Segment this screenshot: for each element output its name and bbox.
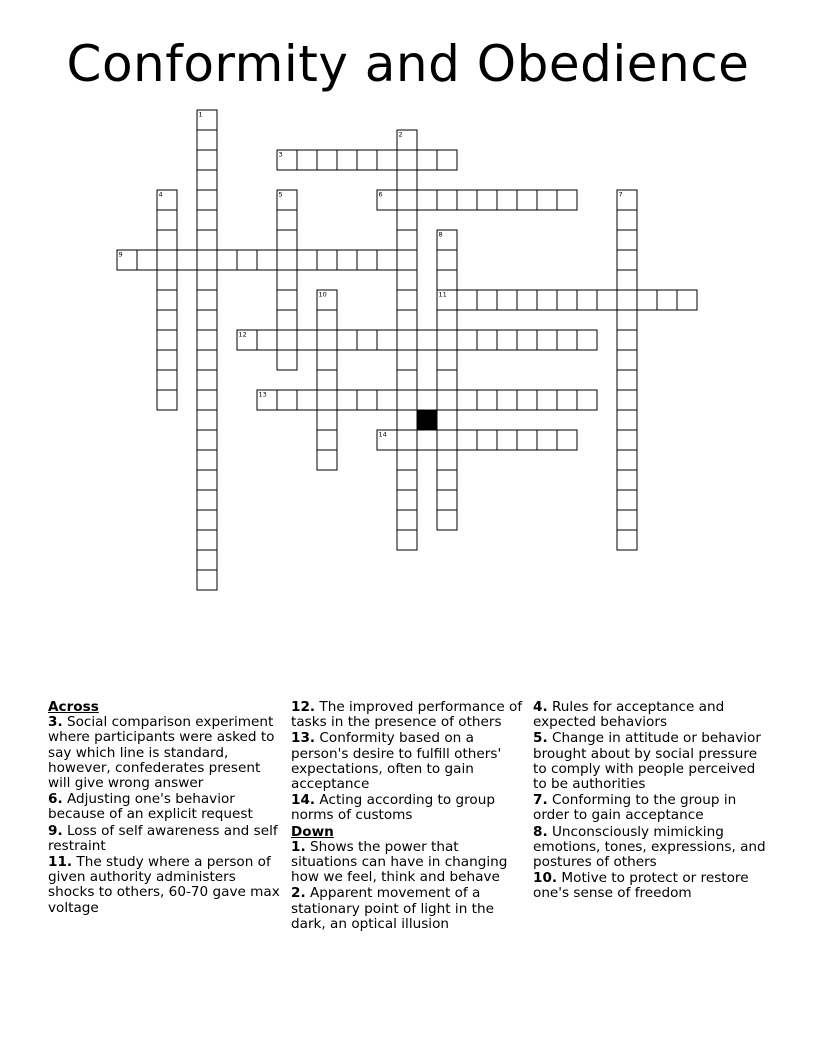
clue-text: Rules for acceptance and expected behaviors xyxy=(533,699,725,731)
grid-cell[interactable] xyxy=(197,390,217,410)
clue-number: 10. xyxy=(533,870,558,887)
grid-cell[interactable] xyxy=(557,290,577,310)
clue-text: Social comparison experiment where participants were asked to say which line is standard, however, confederates present will give wrong answer xyxy=(48,714,275,792)
grid-cell[interactable] xyxy=(317,250,337,270)
cell-number: 5 xyxy=(278,190,283,199)
grid-cell[interactable] xyxy=(537,430,557,450)
clue-number: 11. xyxy=(48,854,73,871)
grid-cell[interactable] xyxy=(197,330,217,350)
grid-cell[interactable] xyxy=(537,330,557,350)
grid-cell[interactable] xyxy=(417,390,437,410)
clue-number: 1. xyxy=(291,838,306,855)
grid-cell[interactable] xyxy=(417,190,437,210)
grid-cell[interactable] xyxy=(197,170,217,190)
grid-cell[interactable] xyxy=(477,290,497,310)
grid-cell[interactable] xyxy=(617,530,637,550)
grid-cell[interactable] xyxy=(617,290,637,310)
grid-cell[interactable] xyxy=(197,430,217,450)
grid-cell[interactable] xyxy=(397,370,417,390)
grid-cell[interactable] xyxy=(557,330,577,350)
black-square xyxy=(417,410,437,430)
grid-cell[interactable] xyxy=(397,290,417,310)
grid-cell[interactable] xyxy=(437,230,457,250)
grid-cell[interactable] xyxy=(397,450,417,470)
grid-cell[interactable] xyxy=(397,530,417,550)
grid-cell[interactable] xyxy=(397,270,417,290)
clue-text: Apparent movement of a stationary point of light in the dark, an optical illusion xyxy=(291,885,494,932)
clue-down-5 xyxy=(533,731,769,792)
clue-across-9 xyxy=(48,824,284,854)
grid-cell[interactable] xyxy=(277,270,297,290)
grid-cell[interactable] xyxy=(397,510,417,530)
grid-cell[interactable] xyxy=(377,330,397,350)
grid-cell[interactable] xyxy=(577,290,597,310)
grid-cell[interactable] xyxy=(157,210,177,230)
grid-cell[interactable] xyxy=(197,530,217,550)
clue-text: Motive to protect or restore one's sense of freedom xyxy=(533,870,749,902)
clue-text: Change in attitude or behavior brought about by social pressure to comply with people perceived to be authorities xyxy=(533,730,761,793)
grid-cell[interactable] xyxy=(617,270,637,290)
clue-text: Conforming to the group in order to gain acceptance xyxy=(533,792,737,824)
grid-cell[interactable] xyxy=(377,150,397,170)
grid-cell[interactable] xyxy=(337,330,357,350)
clue-text: Shows the power that situations can have in changing how we feel, think and behave xyxy=(291,838,508,886)
grid-cell[interactable] xyxy=(317,410,337,430)
grid-cell[interactable] xyxy=(157,350,177,370)
grid-cell[interactable] xyxy=(357,390,377,410)
grid-cell[interactable] xyxy=(317,150,337,170)
grid-cell[interactable] xyxy=(457,190,477,210)
grid-cell[interactable] xyxy=(617,410,637,430)
grid-cell[interactable] xyxy=(437,450,457,470)
grid-cell[interactable] xyxy=(277,210,297,230)
grid-cell[interactable] xyxy=(597,290,617,310)
grid-cell[interactable] xyxy=(397,170,417,190)
cell-number: 14 xyxy=(378,430,387,439)
grid-cell[interactable] xyxy=(437,470,457,490)
grid-cell[interactable] xyxy=(197,210,217,230)
grid-cell[interactable] xyxy=(237,250,257,270)
clue-number: 13. xyxy=(291,730,316,747)
grid-cell[interactable] xyxy=(477,330,497,350)
grid-cell[interactable] xyxy=(677,290,697,310)
grid-cell[interactable] xyxy=(457,290,477,310)
clue-text: Adjusting one's behavior because of an explicit request xyxy=(48,791,253,823)
grid-cell[interactable] xyxy=(637,290,657,310)
grid-cell[interactable] xyxy=(437,250,457,270)
grid-cell[interactable] xyxy=(317,290,337,310)
clue-column-3 xyxy=(533,700,769,903)
cell-number: 6 xyxy=(378,190,383,199)
clue-across-13 xyxy=(291,731,527,792)
grid-cell[interactable] xyxy=(537,290,557,310)
clue-down-1 xyxy=(291,840,527,886)
clue-text: Acting according to group norms of customs xyxy=(291,792,495,824)
grid-cell[interactable] xyxy=(377,190,397,210)
clue-across-3 xyxy=(48,715,284,791)
cell-number: 8 xyxy=(438,230,443,239)
grid-cell[interactable] xyxy=(277,290,297,310)
grid-cell[interactable] xyxy=(157,190,177,210)
grid-cell[interactable] xyxy=(277,350,297,370)
grid-cell[interactable] xyxy=(317,450,337,470)
clue-text: The study where a person of given authority administers shocks to others, 60-70 gave max voltage xyxy=(48,854,280,916)
grid-cell[interactable] xyxy=(437,370,457,390)
grid-cell[interactable] xyxy=(617,210,637,230)
cell-number: 1 xyxy=(198,110,203,119)
clue-text: The improved performance of tasks in the presence of others xyxy=(291,699,523,731)
clue-number: 6. xyxy=(48,791,63,808)
grid-cell[interactable] xyxy=(397,250,417,270)
clue-text: Conformity based on a person's desire to fulfill others' expectations, often to gain acceptance xyxy=(291,730,502,793)
grid-cell[interactable] xyxy=(277,230,297,250)
grid-cell[interactable] xyxy=(437,150,457,170)
grid-cell[interactable] xyxy=(357,330,377,350)
grid-cell[interactable] xyxy=(417,430,437,450)
grid-cell[interactable] xyxy=(397,190,417,210)
grid-cell[interactable] xyxy=(317,370,337,390)
grid-cell[interactable] xyxy=(517,430,537,450)
grid-cell[interactable] xyxy=(197,510,217,530)
grid-cell[interactable] xyxy=(237,330,257,350)
grid-cell[interactable] xyxy=(617,190,637,210)
grid-cell[interactable] xyxy=(517,290,537,310)
grid-cell[interactable] xyxy=(517,330,537,350)
clue-across-12 xyxy=(291,700,527,730)
grid-cell[interactable] xyxy=(277,190,297,210)
grid-cell[interactable] xyxy=(497,190,517,210)
grid-cell[interactable] xyxy=(457,330,477,350)
grid-cell[interactable] xyxy=(197,450,217,470)
grid-cell[interactable] xyxy=(497,430,517,450)
grid-cell[interactable] xyxy=(397,150,417,170)
across-heading: Across xyxy=(48,699,99,715)
grid-cell[interactable] xyxy=(497,390,517,410)
grid-cell[interactable] xyxy=(177,250,197,270)
grid-cell[interactable] xyxy=(437,510,457,530)
grid-cell[interactable] xyxy=(117,250,137,270)
grid-cell[interactable] xyxy=(197,290,217,310)
grid-cell[interactable] xyxy=(377,430,397,450)
grid-cell[interactable] xyxy=(157,290,177,310)
grid-cell[interactable] xyxy=(197,570,217,590)
grid-cell[interactable] xyxy=(617,450,637,470)
grid-cell[interactable] xyxy=(477,430,497,450)
grid-cell[interactable] xyxy=(417,150,437,170)
grid-cell[interactable] xyxy=(437,330,457,350)
grid-cell[interactable] xyxy=(357,250,377,270)
clue-number: 9. xyxy=(48,822,63,839)
grid-cell[interactable] xyxy=(157,270,177,290)
grid-cell[interactable] xyxy=(437,350,457,370)
grid-cell[interactable] xyxy=(197,490,217,510)
grid-cell[interactable] xyxy=(617,330,637,350)
grid-cell[interactable] xyxy=(277,250,297,270)
clue-number: 7. xyxy=(533,792,548,809)
grid-cell[interactable] xyxy=(537,390,557,410)
grid-cell[interactable] xyxy=(157,230,177,250)
cell-number: 10 xyxy=(318,290,327,299)
grid-cell[interactable] xyxy=(617,490,637,510)
grid-cell[interactable] xyxy=(317,350,337,370)
clue-number: 8. xyxy=(533,823,548,840)
grid-cell[interactable] xyxy=(197,370,217,390)
grid-cell[interactable] xyxy=(617,370,637,390)
grid-cell[interactable] xyxy=(617,310,637,330)
grid-cell[interactable] xyxy=(257,330,277,350)
grid-cell[interactable] xyxy=(617,470,637,490)
grid-cell[interactable] xyxy=(317,430,337,450)
grid-cell[interactable] xyxy=(657,290,677,310)
grid-cell[interactable] xyxy=(377,390,397,410)
grid-cell[interactable] xyxy=(197,230,217,250)
grid-cell[interactable] xyxy=(397,350,417,370)
grid-cell[interactable] xyxy=(197,350,217,370)
puzzle-title: Conformity and Obedience xyxy=(66,35,750,93)
grid-cell[interactable] xyxy=(397,210,417,230)
grid-cell[interactable] xyxy=(617,510,637,530)
grid-cell[interactable] xyxy=(397,310,417,330)
grid-cell[interactable] xyxy=(497,290,517,310)
grid-cell[interactable] xyxy=(437,310,457,330)
grid-cell[interactable] xyxy=(197,190,217,210)
clue-number: 4. xyxy=(533,699,548,715)
grid-cell[interactable] xyxy=(557,190,577,210)
clue-down-10 xyxy=(533,871,769,901)
grid-cell[interactable] xyxy=(517,390,537,410)
grid-cell[interactable] xyxy=(577,330,597,350)
clue-across-6 xyxy=(48,792,284,822)
grid-cell[interactable] xyxy=(197,470,217,490)
grid-cell[interactable] xyxy=(277,150,297,170)
clue-number: 14. xyxy=(291,792,316,809)
grid-cell[interactable] xyxy=(197,550,217,570)
grid-cell[interactable] xyxy=(477,390,497,410)
clue-number: 5. xyxy=(533,730,548,747)
grid-cell[interactable] xyxy=(257,250,277,270)
grid-cell[interactable] xyxy=(157,370,177,390)
grid-cell[interactable] xyxy=(317,390,337,410)
grid-cell[interactable] xyxy=(397,130,417,150)
grid-cell[interactable] xyxy=(317,310,337,330)
clue-down-8 xyxy=(533,825,769,871)
clue-number: 2. xyxy=(291,885,306,902)
grid-cell[interactable] xyxy=(437,390,457,410)
grid-cell[interactable] xyxy=(457,430,477,450)
grid-cell[interactable] xyxy=(317,330,337,350)
grid-cell[interactable] xyxy=(437,430,457,450)
grid-cell[interactable] xyxy=(437,270,457,290)
grid-cell[interactable] xyxy=(157,250,177,270)
grid-cell[interactable] xyxy=(397,330,417,350)
clue-text: Loss of self awareness and self restraint xyxy=(48,822,278,854)
grid-cell[interactable] xyxy=(617,350,637,370)
grid-cell[interactable] xyxy=(277,390,297,410)
grid-cell[interactable] xyxy=(397,470,417,490)
clue-down-7 xyxy=(533,793,769,823)
grid-cell[interactable] xyxy=(157,310,177,330)
grid-cell[interactable] xyxy=(417,330,437,350)
grid-cell[interactable] xyxy=(397,230,417,250)
clue-column-2 xyxy=(291,700,527,933)
clue-across-14 xyxy=(291,793,527,823)
grid-cell[interactable] xyxy=(197,150,217,170)
grid-cell[interactable] xyxy=(377,250,397,270)
grid-cell[interactable] xyxy=(437,410,457,430)
grid-cell[interactable] xyxy=(197,130,217,150)
grid-cell[interactable] xyxy=(437,490,457,510)
clue-column-1 xyxy=(48,700,284,917)
clue-number: 3. xyxy=(48,714,63,731)
grid-cell[interactable] xyxy=(137,250,157,270)
grid-cell[interactable] xyxy=(557,430,577,450)
cell-number: 9 xyxy=(118,250,123,259)
grid-cell[interactable] xyxy=(197,250,217,270)
grid-cell[interactable] xyxy=(397,430,417,450)
grid-cell[interactable] xyxy=(397,490,417,510)
grid-cell[interactable] xyxy=(277,310,297,330)
grid-cell[interactable] xyxy=(617,390,637,410)
clue-number: 12. xyxy=(291,699,316,715)
grid-cell[interactable] xyxy=(197,110,217,130)
grid-cell[interactable] xyxy=(617,250,637,270)
grid-cell[interactable] xyxy=(337,390,357,410)
grid-cell[interactable] xyxy=(157,330,177,350)
grid-cell[interactable] xyxy=(197,270,217,290)
grid-cell[interactable] xyxy=(277,330,297,350)
grid-cell[interactable] xyxy=(457,390,477,410)
grid-cell[interactable] xyxy=(257,390,277,410)
grid-cell[interactable] xyxy=(517,190,537,210)
grid-cell[interactable] xyxy=(297,390,317,410)
cell-number: 12 xyxy=(238,330,247,339)
clue-text: Unconsciously mimicking emotions, tones, expressions, and postures of others xyxy=(533,823,766,871)
clue-down-2 xyxy=(291,886,527,932)
grid-cell[interactable] xyxy=(617,230,637,250)
grid-cell[interactable] xyxy=(397,390,417,410)
grid-cell[interactable] xyxy=(357,150,377,170)
cell-number: 3 xyxy=(278,150,283,159)
cell-number: 2 xyxy=(398,130,403,139)
grid-cell[interactable] xyxy=(557,390,577,410)
grid-cell[interactable] xyxy=(297,330,317,350)
grid-cell[interactable] xyxy=(577,390,597,410)
grid-cell[interactable] xyxy=(617,430,637,450)
down-heading: Down xyxy=(291,823,334,840)
grid-cell[interactable] xyxy=(197,310,217,330)
clue-down-4 xyxy=(533,700,769,730)
grid-cell[interactable] xyxy=(297,150,317,170)
cell-number: 11 xyxy=(438,290,447,299)
grid-cell[interactable] xyxy=(157,390,177,410)
grid-cell[interactable] xyxy=(197,410,217,430)
cell-number: 7 xyxy=(618,190,623,199)
grid-cell[interactable] xyxy=(437,290,457,310)
grid-cell[interactable] xyxy=(497,330,517,350)
grid-cell[interactable] xyxy=(437,190,457,210)
grid-cell[interactable] xyxy=(537,190,557,210)
grid-cell[interactable] xyxy=(217,250,237,270)
grid-cell[interactable] xyxy=(337,250,357,270)
cell-number: 4 xyxy=(158,190,163,199)
grid-cell[interactable] xyxy=(397,410,417,430)
grid-cell[interactable] xyxy=(477,190,497,210)
grid-cell[interactable] xyxy=(297,250,317,270)
cell-number: 13 xyxy=(258,390,267,399)
grid-cell[interactable] xyxy=(337,150,357,170)
clue-across-11 xyxy=(48,855,284,916)
